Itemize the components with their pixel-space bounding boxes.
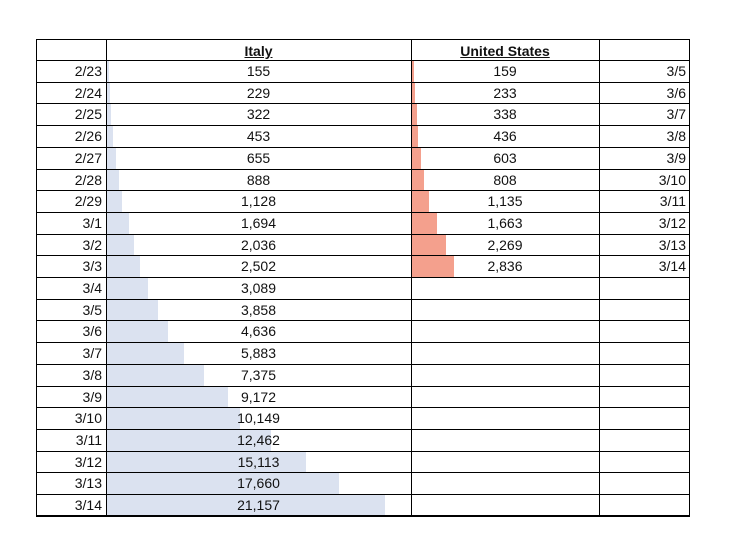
us-date-cell: 3/6 bbox=[666, 84, 686, 101]
us-cases-cell: 2,269 bbox=[487, 236, 523, 253]
italy-date-cell: 3/7 bbox=[82, 345, 102, 362]
us-cases-cell: 159 bbox=[493, 63, 517, 79]
italy-date-cell: 2/26 bbox=[74, 128, 102, 145]
us-date-cell: 3/8 bbox=[666, 128, 686, 145]
row-divider bbox=[36, 234, 690, 235]
italy-cases-cell: 17,660 bbox=[237, 475, 280, 492]
us-cases-cell: 233 bbox=[493, 84, 517, 101]
italy-cases-cell: 229 bbox=[246, 84, 271, 101]
us-cases-cell: 808 bbox=[493, 171, 517, 188]
row-divider bbox=[36, 494, 690, 495]
us-date-cell: 3/13 bbox=[658, 236, 686, 253]
row-divider bbox=[36, 60, 690, 61]
italy-cases-cell: 15,113 bbox=[237, 453, 280, 470]
row-divider bbox=[36, 364, 690, 365]
italy-cases-cell: 5,883 bbox=[240, 345, 277, 362]
italy-cases-cell: 322 bbox=[246, 106, 271, 123]
italy-cases-cell: 4,636 bbox=[240, 323, 277, 340]
italy-cases-cell: 2,036 bbox=[240, 236, 277, 253]
us-cases-cell: 1,663 bbox=[487, 214, 523, 231]
italy-cases-cell: 3,858 bbox=[240, 301, 277, 318]
us-cases-cell: 1,135 bbox=[487, 193, 523, 210]
italy-cases-cell: 155 bbox=[246, 63, 271, 79]
row-divider bbox=[36, 299, 690, 300]
us-date-cell: 3/5 bbox=[666, 63, 686, 79]
us-date-cell: 3/12 bbox=[658, 214, 686, 231]
row-divider bbox=[36, 103, 690, 104]
italy-date-cell: 3/2 bbox=[82, 236, 102, 253]
row-divider bbox=[36, 429, 690, 430]
italy-date-cell: 3/13 bbox=[74, 475, 102, 492]
italy-date-cell: 2/27 bbox=[74, 149, 102, 166]
italy-date-cell: 3/4 bbox=[82, 280, 102, 296]
cases-comparison-table bbox=[36, 39, 690, 516]
row-divider bbox=[36, 125, 690, 126]
us-date-cell: 3/9 bbox=[666, 149, 686, 166]
italy-date-cell: 3/5 bbox=[82, 301, 102, 318]
italy-cases-cell: 655 bbox=[246, 149, 271, 166]
italy-cases-cell: 3,089 bbox=[240, 280, 277, 296]
row-divider bbox=[36, 169, 690, 170]
italy-date-cell: 3/6 bbox=[82, 323, 102, 340]
italy-cases-cell: 10,149 bbox=[237, 410, 280, 427]
italy-date-cell: 3/12 bbox=[74, 453, 102, 470]
italy-date-cell: 3/3 bbox=[82, 258, 102, 275]
us-cases-cell: 2,836 bbox=[487, 258, 523, 275]
row-divider bbox=[36, 407, 690, 408]
italy-date-cell: 3/1 bbox=[82, 214, 102, 231]
row-divider bbox=[36, 82, 690, 83]
row-divider bbox=[36, 451, 690, 452]
header-italy: Italy bbox=[244, 43, 273, 59]
us-cases-cell: 436 bbox=[493, 128, 517, 145]
italy-cases-cell: 453 bbox=[246, 128, 271, 145]
italy-cases-cell: 888 bbox=[246, 171, 271, 188]
italy-date-cell: 3/11 bbox=[75, 431, 102, 448]
row-divider bbox=[36, 212, 690, 213]
italy-date-cell: 2/29 bbox=[74, 193, 102, 210]
italy-date-cell: 3/8 bbox=[82, 366, 102, 383]
italy-date-cell: 3/14 bbox=[74, 497, 102, 513]
italy-date-cell: 3/9 bbox=[82, 388, 102, 405]
us-date-cell: 3/11 bbox=[659, 193, 686, 210]
italy-date-cell: 2/25 bbox=[74, 106, 102, 123]
italy-cases-cell: 2,502 bbox=[240, 258, 277, 275]
italy-cases-cell: 12,462 bbox=[237, 431, 280, 448]
italy-date-cell: 2/28 bbox=[74, 171, 102, 188]
row-divider bbox=[36, 516, 690, 517]
us-date-cell: 3/14 bbox=[658, 258, 686, 275]
row-divider bbox=[36, 472, 690, 473]
italy-date-cell: 2/23 bbox=[74, 63, 102, 79]
row-divider bbox=[36, 386, 690, 387]
italy-cases-cell: 1,694 bbox=[240, 214, 277, 231]
us-cases-cell: 603 bbox=[493, 149, 517, 166]
us-date-cell: 3/7 bbox=[666, 106, 686, 123]
row-divider bbox=[36, 277, 690, 278]
row-divider bbox=[36, 190, 690, 191]
row-divider bbox=[36, 147, 690, 148]
row-divider bbox=[36, 39, 690, 40]
italy-cases-cell: 7,375 bbox=[240, 366, 277, 383]
italy-date-cell: 3/10 bbox=[74, 410, 102, 427]
italy-cases-cell: 1,128 bbox=[240, 193, 277, 210]
row-divider bbox=[36, 342, 690, 343]
italy-cases-cell: 9,172 bbox=[240, 388, 277, 405]
header-united-states: United States bbox=[460, 43, 550, 59]
row-divider bbox=[36, 320, 690, 321]
italy-cases-cell: 21,157 bbox=[237, 497, 280, 513]
us-date-cell: 3/10 bbox=[658, 171, 686, 188]
us-cases-cell: 338 bbox=[493, 106, 517, 123]
row-divider bbox=[36, 255, 690, 256]
italy-date-cell: 2/24 bbox=[74, 84, 102, 101]
